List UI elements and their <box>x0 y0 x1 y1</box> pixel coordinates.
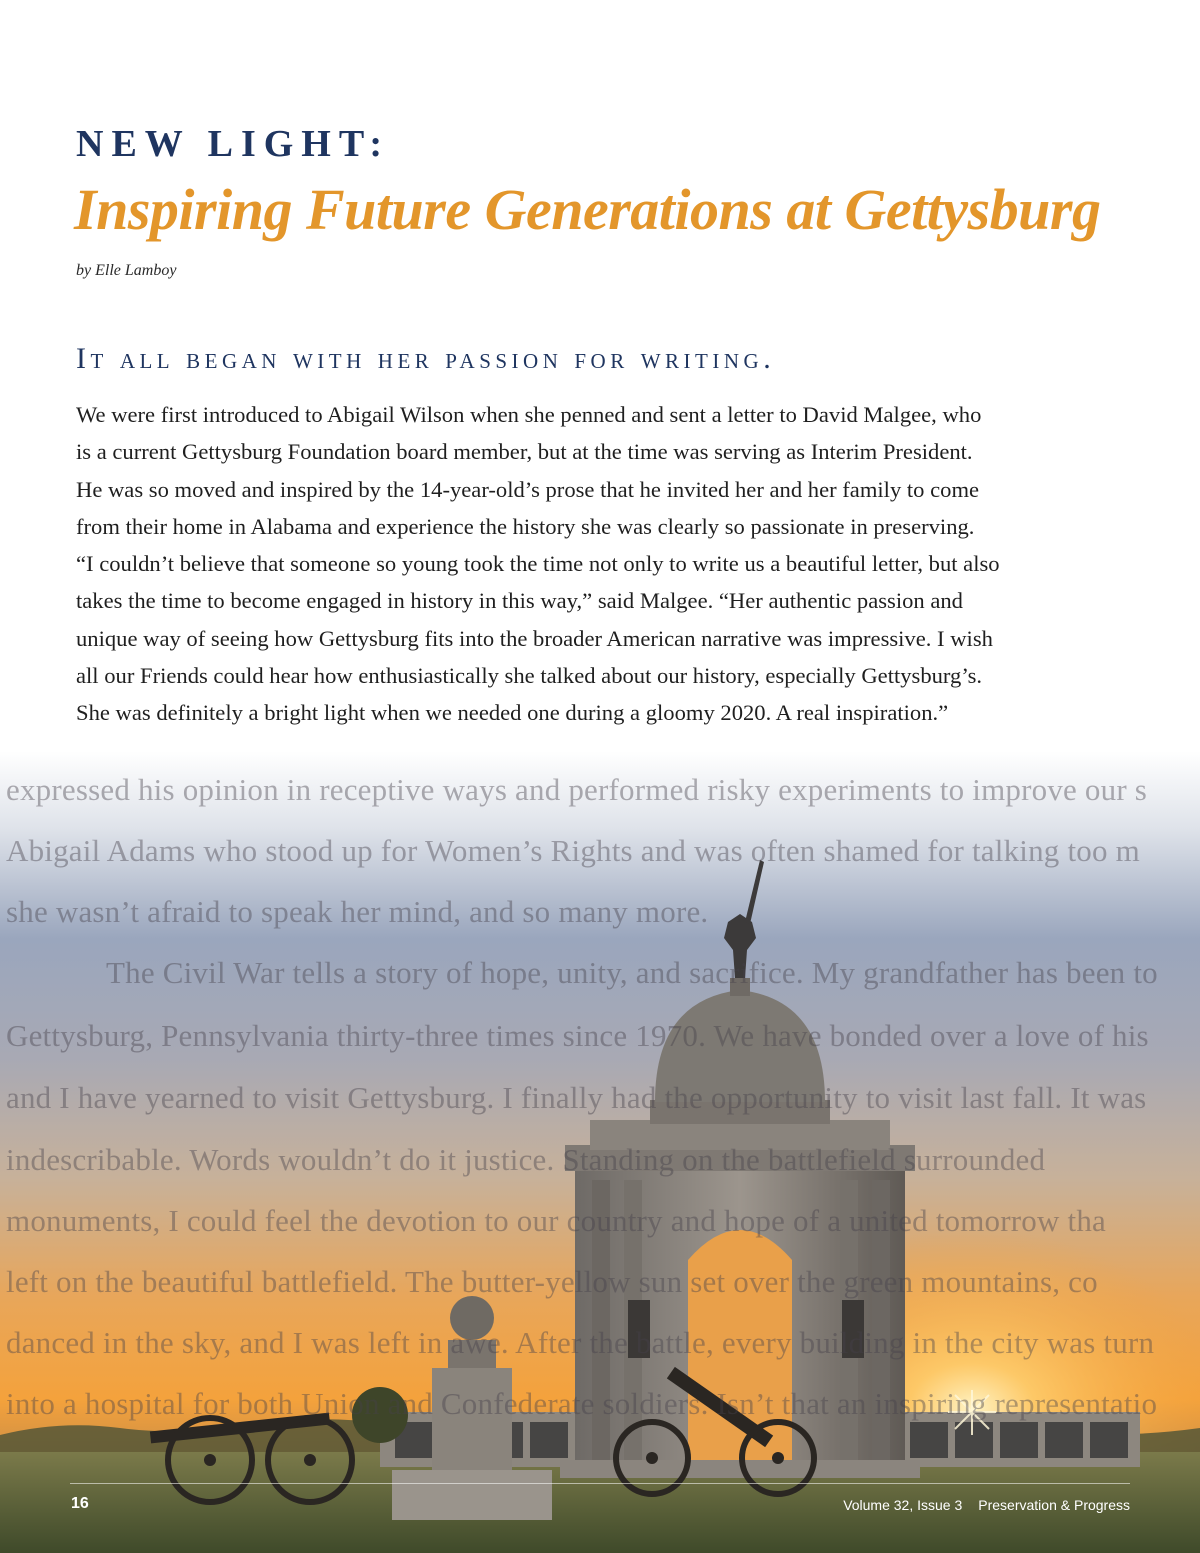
letter-overlay <box>0 700 1200 1460</box>
publication-name: Preservation & Progress <box>978 1497 1130 1513</box>
body-line: She was definitely a bright light when we needed one during a gloomy 2020. A real inspiration.” <box>76 700 949 726</box>
letter-overlay-line: expressed his opinion in receptive ways and performed risky experiments to improve our s <box>6 772 1148 807</box>
body-line: is a current Gettysburg Foundation board member, but at the time was serving as Interim President. <box>76 439 973 465</box>
letter-overlay-line: Abigail Adams who stood up for Women’s Rights and was often shamed for talking too m <box>6 833 1140 868</box>
body-line: “I couldn’t believe that someone so young took the time not only to write us a beautiful letter, but also <box>76 551 1000 577</box>
letter-overlay-line: into a hospital for both Union and Confederate soldiers. Isn’t that an inspiring representatio <box>6 1386 1158 1421</box>
letter-overlay-line: and I have yearned to visit Gettysburg. I finally had the opportunity to visit last fall. It was <box>6 1080 1147 1115</box>
letter-overlay-line: indescribable. Words wouldn’t do it justice. Standing on the battlefield surrounded <box>6 1142 1046 1177</box>
article-kicker: NEW LIGHT: <box>76 123 391 165</box>
article-title: Inspiring Future Generations at Gettysburg <box>74 177 1101 242</box>
letter-overlay-line: she wasn’t afraid to speak her mind, and so many more. <box>6 894 709 929</box>
body-line: We were first introduced to Abigail Wilson when she penned and sent a letter to David Malgee, who <box>76 402 982 427</box>
footer-issue-info <box>843 1497 1130 1513</box>
body-line: He was so moved and inspired by the 14-year-old’s prose that he invited her and her family to come <box>76 476 980 502</box>
letter-overlay-line: left on the beautiful battlefield. The butter-yellow sun set over the green mountains, co <box>6 1264 1098 1299</box>
letter-overlay-line: monuments, I could feel the devotion to our country and hope of a united tomorrow tha <box>6 1203 1107 1238</box>
issue-label: Volume 32, Issue 3 <box>843 1497 963 1513</box>
section-subheading: It all began with her passion for writing. <box>76 342 776 375</box>
body-line: from their home in Alabama and experience the history she was clearly so passionate in preserving. <box>76 513 975 539</box>
article-byline: by Elle Lamboy <box>76 262 177 279</box>
body-line: takes the time to become engaged in history in this way,” said Malgee. “Her authentic passion and <box>76 588 963 614</box>
article-body <box>76 396 1136 732</box>
letter-overlay-line: danced in the sky, and I was left in awe. After the battle, every building in the city was turn <box>6 1325 1155 1360</box>
letter-overlay-line: Gettysburg, Pennsylvania thirty-three times since 1970. We have bonded over a love of his <box>6 1018 1149 1053</box>
body-line: unique way of seeing how Gettysburg fits into the broader American narrative was impressive. I wish <box>76 625 993 651</box>
footer-divider <box>70 1483 1130 1484</box>
letter-overlay-line: The Civil War tells a story of hope, unity, and sacrifice. My grandfather has been to <box>106 955 1158 990</box>
body-line: all our Friends could hear how enthusiastically she talked about our history, especially Gettysburg’s. <box>76 663 983 689</box>
page-number: 16 <box>71 1495 89 1512</box>
